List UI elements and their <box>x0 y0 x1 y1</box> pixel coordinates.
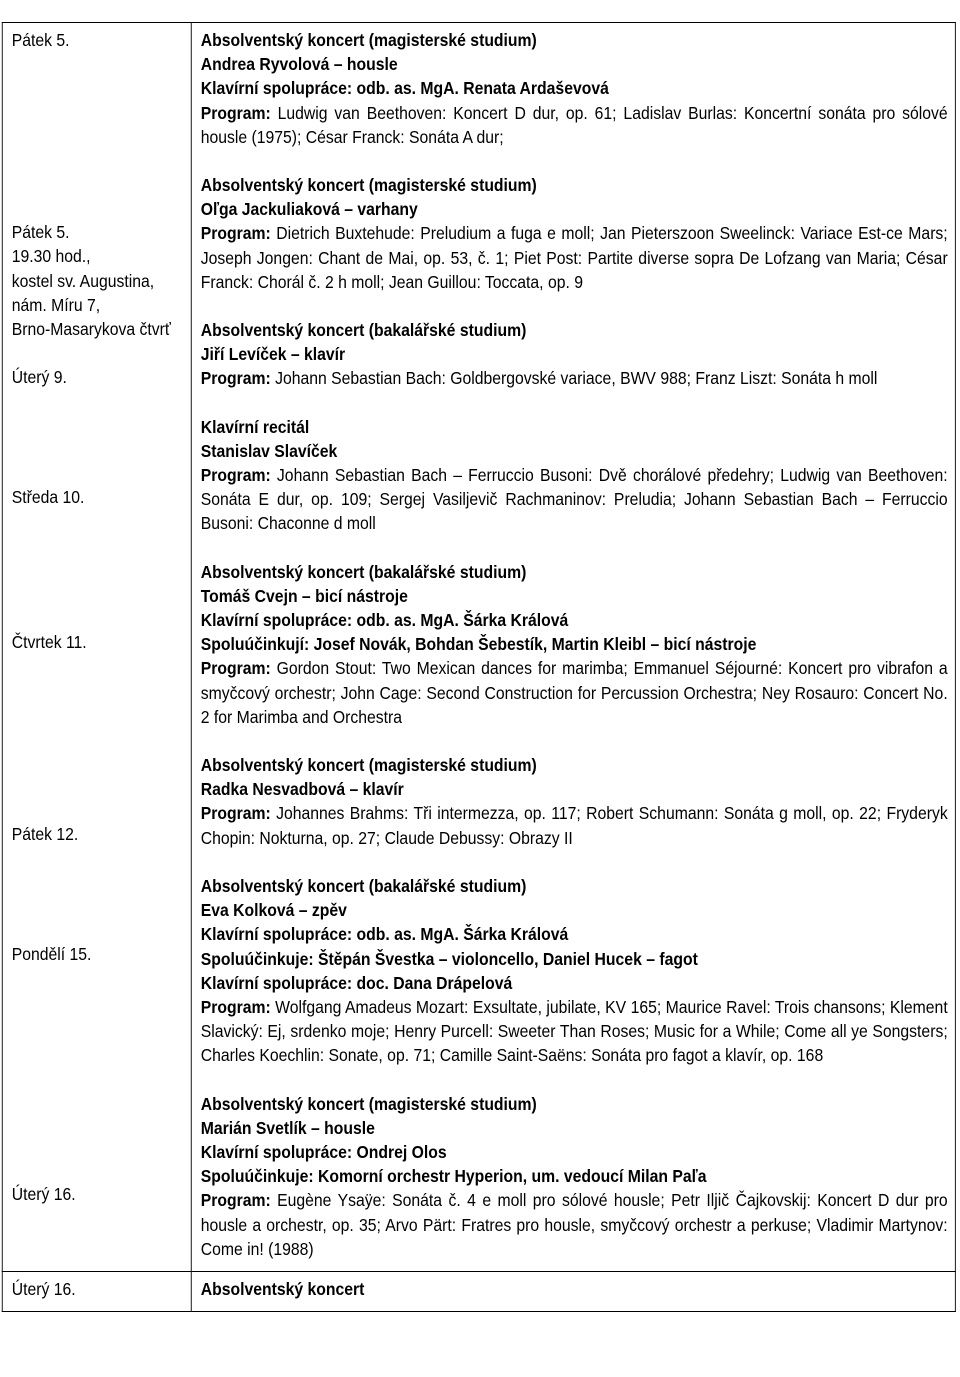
program-paragraph <box>201 801 948 849</box>
program-text: Gordon Stout: Two Mexican dances for marimba; Emmanuel Séjourné: Koncert pro vibrafon a smyčcový orchestr; John Cage: Second Construction for Percussion Orchestra; Ney Rosauro: Concert No. 2 for Marimba and Orchestra <box>200 658 948 727</box>
concert-title: Absolventský koncert (magisterské studium) <box>200 30 537 50</box>
collaborator-line: Klavírní spolupráce: doc. Dana Drápelová <box>200 972 513 993</box>
program-text: Johann Sebastian Bach: Goldbergovské variace, BWV 988; Franz Liszt: Sonáta h moll <box>275 368 878 389</box>
date-text: 19.30 hod., <box>11 246 91 267</box>
concert-entry <box>201 415 948 536</box>
date-text: nám. Míru 7, <box>11 294 101 315</box>
program-label: Program: <box>200 658 271 679</box>
collaborator-line: Klavírní spolupráce: odb. as. MgA. Šárka Králová <box>200 610 569 631</box>
concert-entry <box>201 874 948 1068</box>
program-text: Dietrich Buxtehude: Preludium a fuga e moll; Jan Pieterszoon Sweelinck: Variace Est-ce Mars; Joseph Jongen: Chant de Mai, op. 53, č. 1; Piet Post: Partite diverse sopra De Lofzang van Maria; César Franck: Chorál č. 2 h moll; Jean Guillou: Toccata, op. 9 <box>200 223 948 292</box>
date-block <box>12 365 184 389</box>
concert-title: Klavírní recitál <box>200 416 310 437</box>
program-paragraph <box>201 101 948 149</box>
performer: Oľga Jackuliaková – varhany <box>200 199 418 220</box>
program-paragraph <box>201 1188 948 1261</box>
date-text: Čtvrtek 11. <box>11 631 87 652</box>
program-paragraph <box>201 995 948 1068</box>
date-block <box>12 28 184 52</box>
program-label: Program: <box>200 996 271 1017</box>
program-label: Program: <box>200 102 271 123</box>
date-text: Pátek 12. <box>11 823 79 844</box>
concert-program-table <box>2 22 956 1312</box>
concert-title: Absolventský koncert <box>200 1278 365 1299</box>
date-block <box>12 942 184 966</box>
performer: Andrea Ryvolová – housle <box>200 54 398 75</box>
date-block <box>12 485 184 509</box>
program-label: Program: <box>200 368 271 389</box>
program-text: Ludwig van Beethoven: Koncert D dur, op. 61; Ladislav Burlas: Koncertní sonáta pro sólové housle (1975); César Franck: Sonáta A dur; <box>200 102 948 147</box>
date-block <box>12 822 184 846</box>
program-row <box>2 23 955 1272</box>
concert-title: Absolventský koncert (magisterské studium) <box>200 755 537 776</box>
date-text: Středa 10. <box>11 487 85 508</box>
performer: Tomáš Cvejn – bicí nástroje <box>200 585 408 606</box>
collaborator-line: Spoluúčinkují: Josef Novák, Bohdan Šebestík, Martin Kleibl – bicí nástroje <box>200 634 757 655</box>
program-paragraph <box>201 221 948 294</box>
program-label: Program: <box>200 803 271 824</box>
date-text: Úterý 16. <box>11 1184 76 1205</box>
concert-entry <box>201 753 948 850</box>
date-text: Úterý 16. <box>11 1278 76 1299</box>
performer: Eva Kolková – zpěv <box>200 900 347 921</box>
date-cell <box>2 23 191 1272</box>
program-cell <box>191 1271 955 1311</box>
concert-entry <box>201 318 948 391</box>
program-label: Program: <box>200 1190 271 1211</box>
concert-entry <box>201 28 948 149</box>
date-text: Pátek 5. <box>11 222 70 243</box>
performer: Stanislav Slavíček <box>200 440 338 461</box>
program-text: Wolfgang Amadeus Mozart: Exsultate, jubilate, KV 165; Maurice Ravel: Trois chansons; Klement Slavický: Ej, srdenko moje; Henry Purcell: Sweeter Than Roses; Music for a While; Come all ye Songsters; Charles Koechlin: Sonate, op. 71; Camille Saint-Saëns: Sonáta pro fagot a klavír, op. 168 <box>200 996 948 1066</box>
concert-title: Absolventský koncert (magisterské studium) <box>200 1093 537 1114</box>
performer: Jiří Levíček – klavír <box>200 344 346 365</box>
concert-entry <box>201 560 948 729</box>
date-cell <box>2 1271 191 1311</box>
program-text: Johann Sebastian Bach – Ferruccio Busoni: Dvě chorálové předehry; Ludwig van Beethoven: Sonáta E dur, op. 109; Sergej Vasiljevič Rachmaninov: Preludia; Johann Sebastian Bach – Ferruccio Busoni: Chaconne d moll <box>200 465 948 534</box>
performer: Marián Svetlík – housle <box>200 1117 375 1138</box>
program-paragraph <box>201 366 948 390</box>
concert-title: Absolventský koncert (bakalářské studium) <box>200 320 527 341</box>
program-label: Program: <box>200 465 271 486</box>
date-text: Pátek 5. <box>11 30 70 50</box>
date-block <box>12 1182 184 1206</box>
date-block <box>12 630 184 654</box>
concert-entry <box>201 173 948 294</box>
date-block <box>12 1277 184 1301</box>
concert-entry <box>201 1277 948 1301</box>
program-label: Program: <box>200 223 271 244</box>
program-row <box>2 1271 955 1311</box>
date-text: Úterý 9. <box>11 367 67 388</box>
concert-entry <box>201 1092 948 1261</box>
date-text: kostel sv. Augustina, <box>11 270 155 291</box>
concert-title: Absolventský koncert (bakalářské studium) <box>200 875 527 896</box>
program-paragraph <box>201 656 948 729</box>
collaborator-line: Klavírní spolupráce: odb. as. MgA. Šárka Králová <box>200 924 569 945</box>
collaborator-line: Klavírní spolupráce: Ondrej Olos <box>200 1141 447 1162</box>
program-cell <box>191 23 955 1272</box>
performer: Radka Nesvadbová – klavír <box>200 779 404 800</box>
program-text: Johannes Brahms: Tři intermezza, op. 117; Robert Schumann: Sonáta g moll, op. 22; Fryderyk Chopin: Nokturna, op. 27; Claude Debussy: Obrazy II <box>200 803 948 848</box>
program-text: Eugène Ysaÿe: Sonáta č. 4 e moll pro sólové housle; Petr Iljič Čajkovskij: Koncert D dur pro housle a orchestr, op. 35; Arvo Pärt: Fratres pro housle, smyčcový orchestr a perkuse; Vladimir Martynov: Come in! (1988) <box>200 1190 948 1259</box>
date-block <box>12 220 184 341</box>
concert-title: Absolventský koncert (magisterské studium) <box>200 175 537 196</box>
program-paragraph <box>201 463 948 536</box>
concert-title: Absolventský koncert (bakalářské studium) <box>200 561 527 582</box>
date-text: Brno-Masarykova čtvrť <box>11 319 171 340</box>
collaborator-line: Spoluúčinkuje: Komorní orchestr Hyperion, um. vedoucí Milan Paľa <box>200 1166 707 1187</box>
collaborator-line: Klavírní spolupráce: odb. as. MgA. Renata Ardaševová <box>200 78 609 99</box>
collaborator-line: Spoluúčinkuje: Štěpán Švestka – violoncello, Daniel Hucek – fagot <box>200 948 698 969</box>
date-text: Pondělí 15. <box>11 944 92 965</box>
